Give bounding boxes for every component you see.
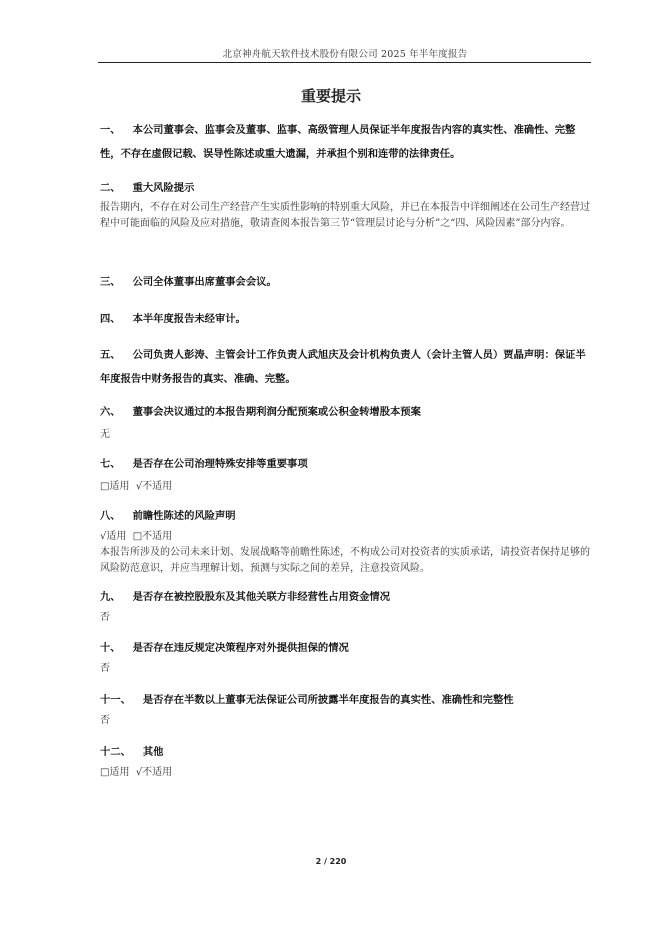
item-text: 本公司董事会、监事会及董事、监事、高级管理人员保证半年度报告内容的真实性、准确性、完整性，不存在虚假记载、误导性陈述或重大遗漏，并承担个别和连带的法律责任。: [100, 124, 576, 160]
item-text: 是否存在违反规定决策程序对外提供担保的情况: [132, 642, 349, 654]
item-11-body: 否: [100, 715, 110, 726]
item-8-body: 本报告所涉及的公司未来计划、发展战略等前瞻性陈述，不构成公司对投资者的实质承诺，请投资者保持足够的风险防范意识，并应当理解计划、预测与实际之间的差异，注意投资风险。: [100, 547, 590, 574]
item-text: 公司全体董事出席董事会会议。: [132, 276, 277, 288]
item-8-options: [100, 529, 172, 545]
item-1: [100, 118, 592, 166]
item-text: 是否存在半数以上董事无法保证公司所披露半年度报告的真实性、准确性和完整性: [142, 694, 514, 706]
item-text: 其他: [142, 746, 164, 758]
item-number: 一、: [100, 124, 121, 136]
page-title: 重要提示: [300, 87, 361, 105]
item-9: [100, 585, 592, 609]
running-header: 北京神舟航天软件技术股份有限公司 2025 年半年度报告: [222, 49, 468, 60]
option-not-applicable: □不适用: [132, 531, 173, 542]
option-applicable: □适用: [100, 481, 130, 492]
item-text: 前瞻性陈述的风险声明: [132, 510, 236, 522]
item-11: [100, 688, 592, 712]
item-9-body: 否: [100, 612, 110, 623]
item-number: 二、: [100, 182, 121, 194]
item-2-body: 报告期内，不存在对公司生产经营产生实质性影响的特别重大风险，并已在本报告中详细阐述在公司生产经营过程中可能面临的风险及应对措施，敬请查阅本报告第三节“管理层讨论与分析”之“四、风险因素”部分内容。: [100, 202, 590, 229]
item-text: 是否存在被控股股东及其他关联方非经营性占用资金情况: [132, 591, 391, 603]
option-applicable: □适用: [100, 767, 130, 778]
item-3: [100, 270, 592, 294]
item-number: 十、: [100, 642, 121, 654]
item-7: [100, 452, 592, 476]
item-number: 十二、: [100, 746, 131, 758]
item-text: 重大风险提示: [132, 182, 195, 194]
item-text: 是否存在公司治理特殊安排等重要事项: [132, 458, 308, 470]
option-not-applicable: √不适用: [135, 481, 173, 492]
item-number: 十一、: [100, 694, 131, 706]
option-applicable: √适用: [100, 531, 127, 542]
item-10-body: 否: [100, 663, 110, 674]
item-4: [100, 307, 592, 331]
header-rule: [98, 62, 591, 63]
item-2: [100, 176, 592, 200]
item-number: 八、: [100, 510, 121, 522]
item-text: 公司负责人彭涛、主管会计工作负责人武旭庆及会计机构负责人（会计主管人员）贾晶声明：保证半年度报告中财务报告的真实、准确、完整。: [100, 349, 586, 385]
item-5: [100, 343, 592, 391]
item-7-options: [100, 479, 172, 495]
item-number: 五、: [100, 349, 121, 361]
item-number: 三、: [100, 276, 121, 288]
item-10: [100, 636, 592, 660]
item-number: 七、: [100, 458, 121, 470]
item-6-body: 无: [100, 429, 110, 440]
item-number: 九、: [100, 591, 121, 603]
item-12-options: [100, 765, 172, 781]
item-number: 六、: [100, 406, 121, 418]
item-text: 董事会决议通过的本报告期利润分配预案或公积金转增股本预案: [132, 406, 421, 418]
item-text: 本半年度报告未经审计。: [132, 313, 246, 325]
page-number: 2 / 220: [315, 857, 347, 866]
option-not-applicable: √不适用: [135, 767, 173, 778]
item-number: 四、: [100, 313, 121, 325]
item-6: [100, 400, 592, 424]
item-12: [100, 740, 592, 764]
item-8: [100, 504, 592, 528]
